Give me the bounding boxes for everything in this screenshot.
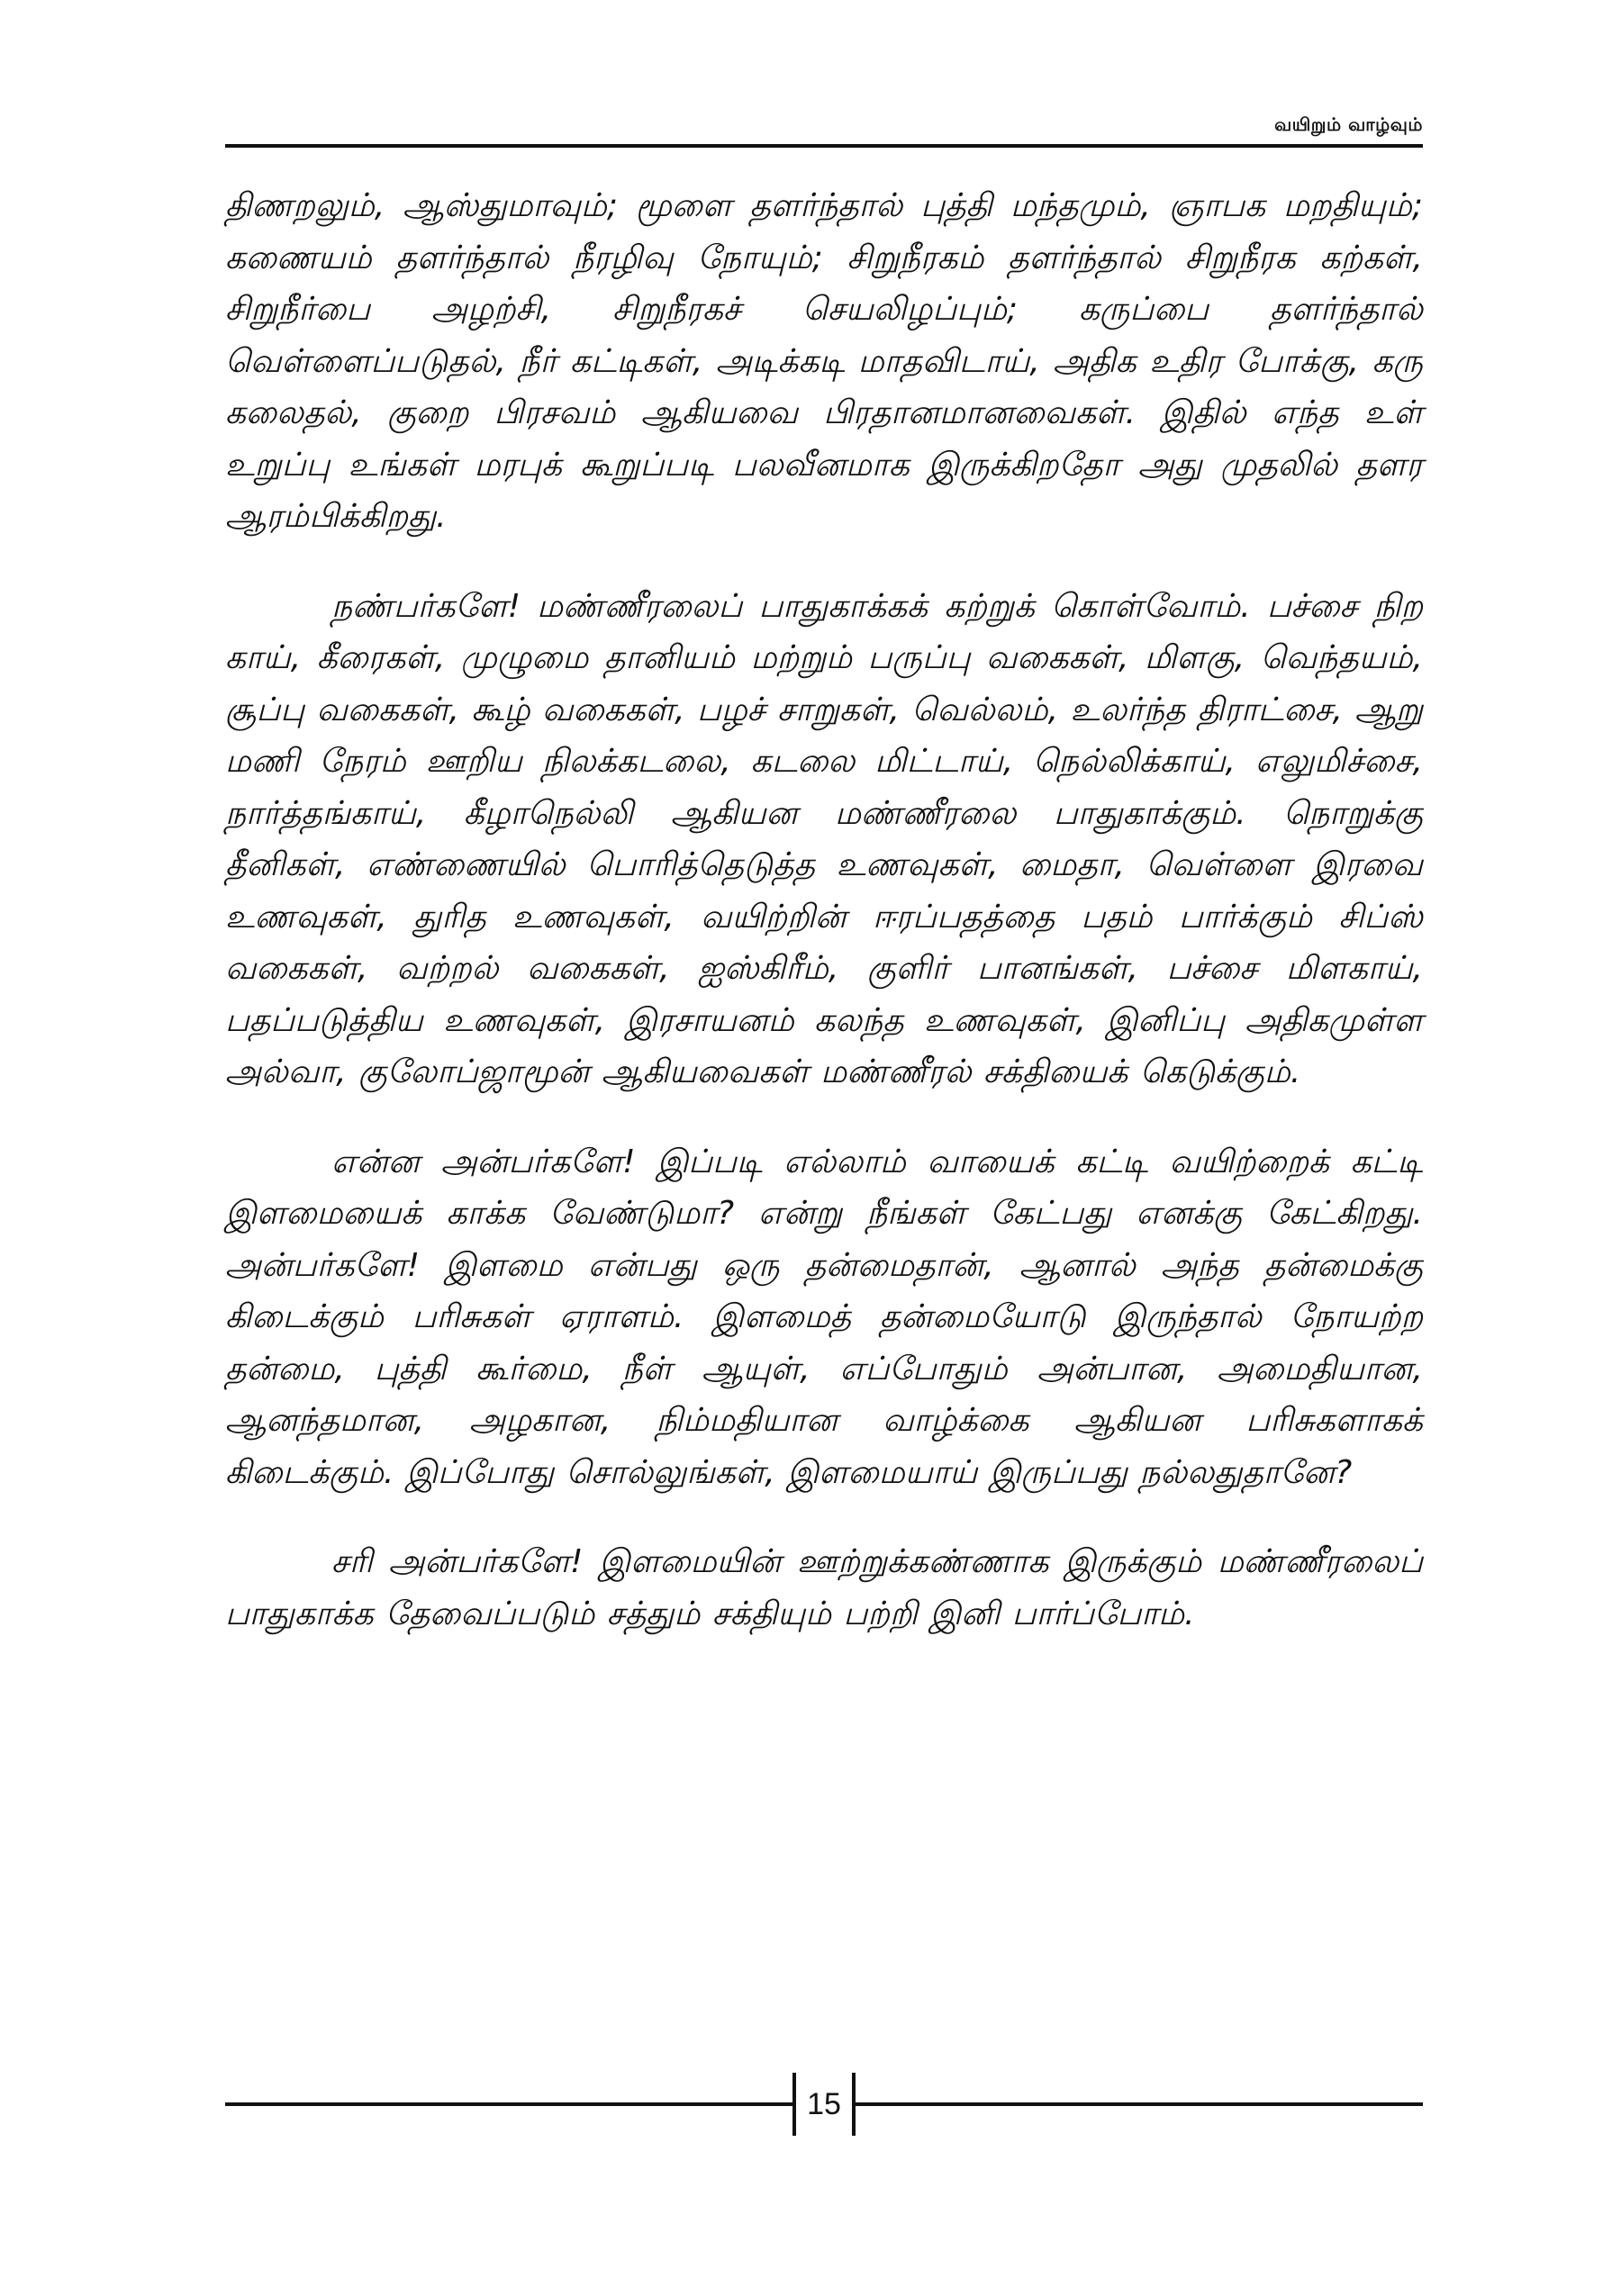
footer-rule-left: [225, 2102, 792, 2106]
paragraph-4: சரி அன்பர்களே! இளமையின் ஊற்றுக்கண்ணாக இருக்கும் மண்ணீரலைப் பாதுகாக்க தேவைப்படும் சத்தும் சக்தியும் பற்றி இனி பார்ப்போம்.: [225, 1543, 1423, 1632]
header-rule: [225, 144, 1423, 148]
paragraph-2: நண்பர்களே! மண்ணீரலைப் பாதுகாக்கக் கற்றுக் கொள்வோம். பச்சை நிற காய், கீரைகள், முழுமை தானியம் மற்றும் பருப்பு வகைகள், மிளகு, வெந்தயம், சூப்பு வகைகள், கூழ் வகைகள், பழச் சாறுகள், வெல்லம், உலர்ந்த திராட்சை, ஆறு மணி நேரம் ஊறிய நிலக்கடலை, கடலை மிட்டாய், நெல்லிக்காய், எலுமிச்சை, நார்த்தங்காய், கீழாநெல்லி ஆகியன மண்ணீரலை பாதுகாக்கும். நொறுக்கு தீனிகள், எண்ணையில் பொரித்தெடுத்த உணவுகள், மைதா, வெள்ளை இரவை உணவுகள், துரித உணவுகள், வயிற்றின் ஈரப்பதத்தை பதம் பார்க்கும் சிப்ஸ் வகைகள், வற்றல் வகைகள், ஐஸ்கிரீம், குளிர் பானங்கள், பச்சை மிளகாய், பதப்படுத்திய உணவுகள், இரசாயனம் கலந்த உணவுகள், இனிப்பு அதிகமுள்ள அல்வா, குலோப்ஜாமூன் ஆகியவைகள் மண்ணீரல் சக்தியைக் கெடுக்கும்.: [225, 587, 1423, 1090]
paragraph-1: திணறலும், ஆஸ்துமாவும்; மூளை தளர்ந்தால் புத்தி மந்தமும், ஞாபக மறதியும்; கணையம் தளர்ந்தால் நீரழிவு நோயும்; சிறுநீரகம் தளர்ந்தால் சிறுநீரக கற்கள், சிறுநீர்பை அழற்சி, சிறுநீரகச் செயலிழப்பும்; கருப்பை தளர்ந்தால் வெள்ளைப்படுதல், நீர் கட்டிகள், அடிக்கடி மாதவிடாய், அதிக உதிர போக்கு, கரு கலைதல், குறை பிரசவம் ஆகியவை பிரதானமானவைகள். இதில் எந்த உள் உறுப்பு உங்கள் மரபுக் கூறுப்படி பலவீனமாக இருக்கிறதோ அது முதலில் தளர ஆரம்பிக்கிறது.: [225, 187, 1423, 535]
footer-rule-right: [856, 2102, 1423, 2106]
paragraph-3: என்ன அன்பர்களே! இப்படி எல்லாம் வாயைக் கட்டி வயிற்றைக் கட்டி இளமையைக் காக்க வேண்டுமா? என்று நீங்கள் கேட்பது எனக்கு கேட்கிறது. அன்பர்களே! இளமை என்பது ஒரு தன்மைதான், ஆனால் அந்த தன்மைக்கு கிடைக்கும் பரிசுகள் ஏராளம். இளமைத் தன்மையோடு இருந்தால் நோயற்ற தன்மை, புத்தி கூர்மை, நீள் ஆயுள், எப்போதும் அன்பான, அமைதியான, ஆனந்தமான, அழகான, நிம்மதியான வாழ்க்கை ஆகியன பரிசுகளாகக் கிடைக்கும். இப்போது சொல்லுங்கள், இளமையாய் இருப்பது நல்லதுதானே?: [225, 1143, 1423, 1491]
page-body: [225, 180, 1423, 1640]
running-header: வயிறும் வாழ்வும்: [1274, 113, 1423, 135]
page-number: 15: [807, 2087, 841, 2121]
page-footer: [225, 2073, 1423, 2136]
